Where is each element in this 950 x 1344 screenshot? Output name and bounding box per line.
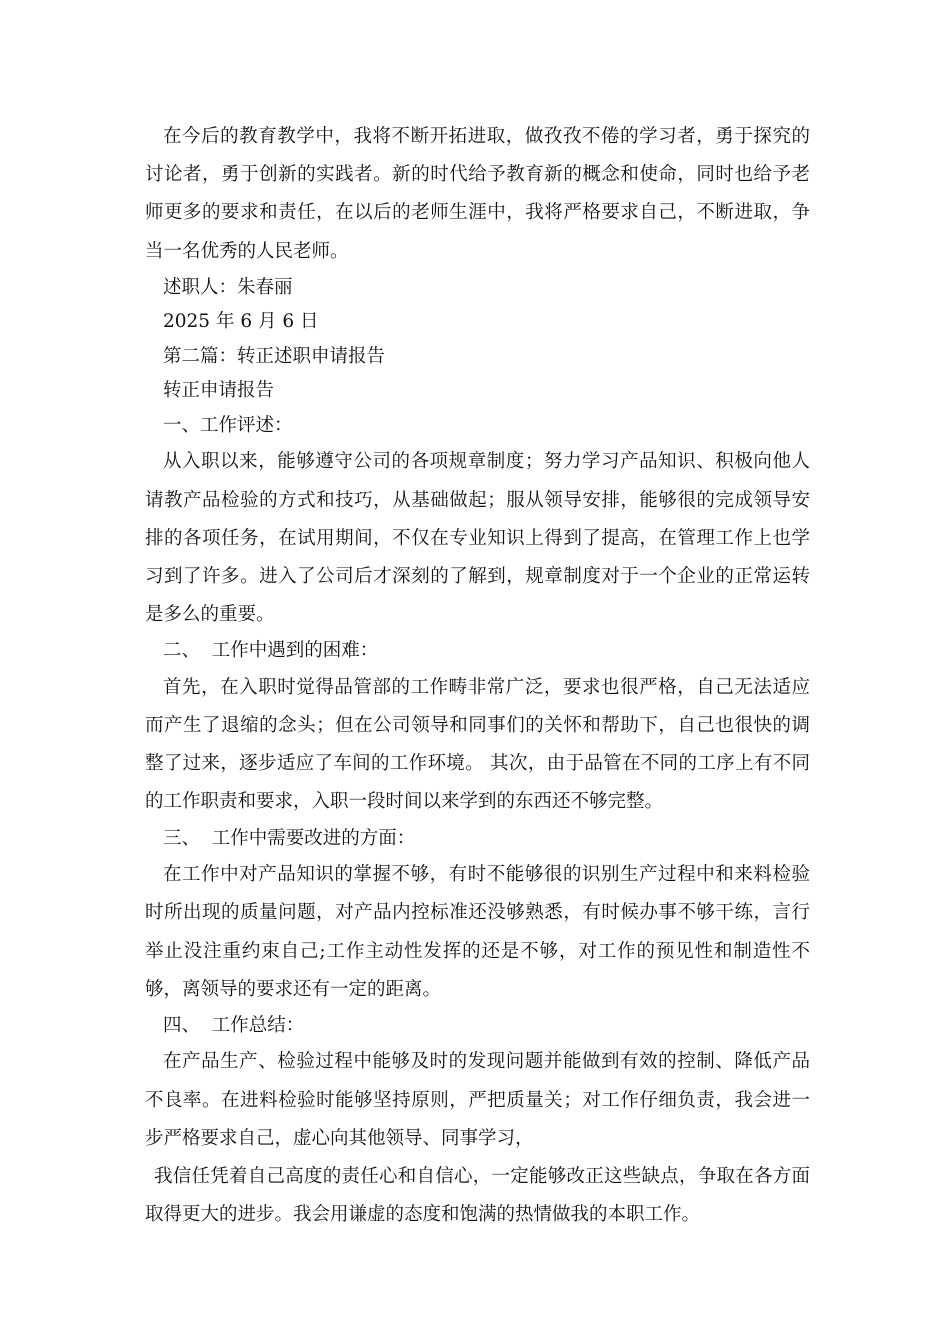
- report-title: 转正申请报告: [163, 380, 275, 402]
- section-title-part-two: 第二篇：转正述职申请报告: [163, 345, 386, 367]
- paragraph-closing-statement: 在今后的教育教学中，我将不断开拓进取，做孜孜不倦的学习者，勇于探究的讨论者，勇于创新的实践者。新的时代给予教育新的概念和使命，同时也给予老师更多的要求和责任，在以后的老师生涯中，我将严格要求自己，不断进取，争当一名优秀的人民老师。: [145, 126, 810, 262]
- report-date: 2025 年 6 月 6 日: [163, 311, 319, 333]
- paragraph-work-review: 从入职以来，能够遵守公司的各项规章制度；努力学习产品知识、积极向他人请教产品检验的方式和技巧，从基础做起；服从领导安排，能够很的完成领导安排的各项任务，在试用期间，不仅在专业知识上得到了提高，在管理工作上也学习到了许多。进入了公司后才深刻的了解到，规章制度对于一个企业的正常运转是多么的重要。: [145, 451, 810, 626]
- heading-improvements: 三、 工作中需要改进的方面：: [163, 827, 416, 849]
- reporter-signature: 述职人：朱春丽: [163, 276, 293, 298]
- paragraph-improvements: 在工作中对产品知识的掌握不够，有时不能够很的识别生产过程中和来料检验时所出现的质量问题，对产品内控标准还没够熟悉，有时候办事不够干练，言行举止没注重约束自己;工作主动性发挥的还是不够，对工作的预见性和制造性不够，离领导的要求还有一定的距离。: [145, 864, 810, 1000]
- heading-work-summary: 四、 工作总结：: [163, 1014, 305, 1036]
- heading-difficulties: 二、 工作中遇到的困难：: [163, 640, 379, 662]
- document-page: [145, 118, 810, 1234]
- heading-work-review: 一、工作评述：: [163, 414, 293, 436]
- paragraph-commitment: 我信任凭着自己高度的责任心和自信心，一定能够改正这些缺点，争取在各方面取得更大的进步。我会用谦虚的态度和饱满的热情做我的本职工作。: [145, 1166, 810, 1226]
- paragraph-difficulties: 首先，在入职时觉得品管部的工作畴非常广泛，要求也很严格，自己无法适应而产生了退缩的念头；但在公司领导和同事们的关怀和帮助下，自己也很快的调整了过来，逐步适应了车间的工作环境。 其次，由于品管在不同的工序上有不同的工作职责和要求，入职一段时间以来学到的东西还不够完整。: [145, 676, 810, 813]
- paragraph-work-summary: 在产品生产、检验过程中能够及时的发现问题并能做到有效的控制、降低产品不良率。在进料检验时能够坚持原则，严把质量关；对工作仔细负责，我会进一步严格要求自己，虚心向其他领导、同事学习，: [145, 1051, 810, 1149]
